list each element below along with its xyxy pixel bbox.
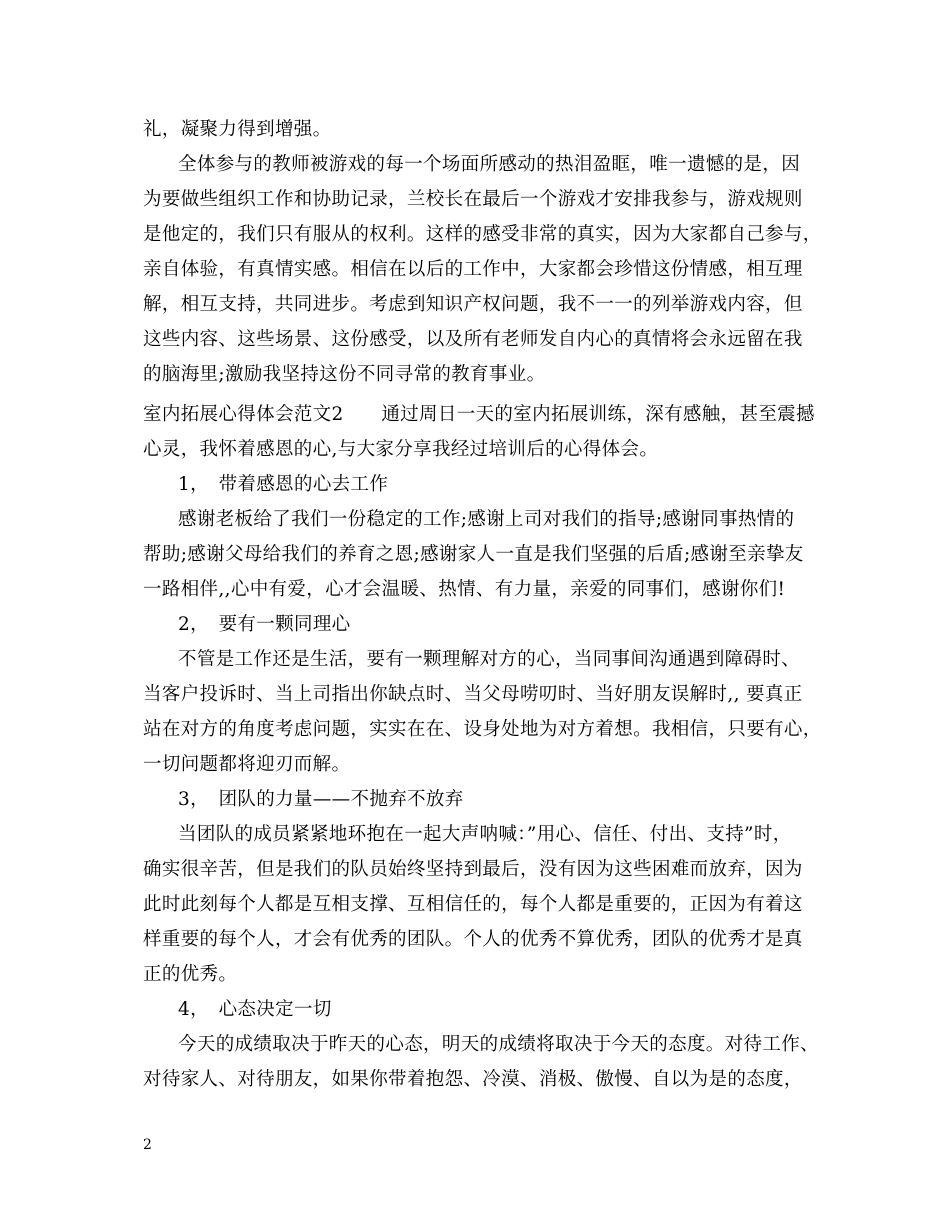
- paragraph-line: 样重要的每个人，才会有优秀的团队。个人的优秀不算优秀，团队的优秀才是真: [143, 929, 803, 950]
- section-heading-line: 室内拓展心得体会范文2 通过周日一天的室内拓展训练，深有感触，甚至震撼: [143, 404, 815, 425]
- paragraph-line: 帮助;感谢父母给我们的养育之恩;感谢家人一直是我们坚强的后盾;感谢至亲挚友: [143, 544, 804, 565]
- paragraph-line: 是他定的，我们只有服从的权利。这样的感受非常的真实，因为大家都自己参与，: [143, 224, 822, 245]
- item-heading: 2， 要有一颗同理心: [178, 614, 351, 635]
- paragraph-line: 全体参与的教师被游戏的每一个场面所感动的热泪盈眶，唯一遗憾的是，因: [178, 154, 801, 175]
- page-number: 2: [143, 1137, 152, 1153]
- paragraph-line: 不管是工作还是生活，要有一颗理解对方的心，当同事间沟通遇到障碍时、: [178, 649, 801, 670]
- paragraph-line: 此时此刻每个人都是互相支撑、互相信任的，每个人都是重要的，正因为有着这: [143, 894, 803, 915]
- paragraph-line: 解，相互支持，共同进步。考虑到知识产权问题，我不一一的列举游戏内容，但: [143, 294, 803, 315]
- item-heading: 1， 带着感恩的心去工作: [178, 474, 389, 495]
- paragraph-line: 为要做些组织工作和协助记录，兰校长在最后一个游戏才安排我参与，游戏规则: [143, 189, 803, 210]
- paragraph-line: 一路相伴,,心中有爱，心才会温暖、热情、有力量，亲爱的同事们，感谢你们!: [143, 579, 786, 600]
- paragraph-line: 一切问题都将迎刃而解。: [143, 754, 351, 775]
- paragraph-line: 对待家人、对待朋友，如果你带着抱怨、冷漠、消极、傲慢、自以为是的态度，: [143, 1069, 803, 1090]
- item-heading: 3， 团队的力量——不抛弃不放弃: [178, 789, 464, 810]
- paragraph-line: 礼，凝聚力得到增强。: [143, 119, 332, 140]
- paragraph-line: 这些内容、这些场景、这份感受，以及所有老师发自内心的真情将会永远留在我: [143, 329, 803, 350]
- paragraph-line: 正的优秀。: [143, 964, 238, 985]
- paragraph-line: 确实很辛苦，但是我们的队员始终坚持到最后，没有因为这些困难而放弃，因为: [143, 859, 803, 880]
- paragraph-line: 当客户投诉时、当上司指出你缺点时、当父母唠叨时、当好朋友误解时,, 要真正: [143, 684, 803, 705]
- paragraph-line: 亲自体验，有真情实感。相信在以后的工作中，大家都会珍惜这份情感，相互理: [143, 259, 803, 280]
- paragraph-line: 今天的成绩取决于昨天的心态，明天的成绩将取决于今天的态度。对待工作、: [178, 1034, 819, 1055]
- item-heading: 4， 心态决定一切: [178, 999, 332, 1020]
- paragraph-line: 感谢老板给了我们一份稳定的工作;感谢上司对我们的指导;感谢同事热情的: [178, 509, 795, 530]
- paragraph-line: 站在对方的角度考虑问题，实实在在、设身处地为对方着想。我相信，只要有心，: [143, 719, 822, 740]
- paragraph-line: 当团队的成员紧紧地环抱在一起大声呐喊：”用心、信任、付出、支持”时，: [178, 824, 792, 845]
- paragraph-line: 心灵，我怀着感恩的心,与大家分享我经过培训后的心得体会。: [143, 439, 659, 460]
- paragraph-line: 的脑海里;激励我坚持这份不同寻常的教育事业。: [143, 364, 546, 385]
